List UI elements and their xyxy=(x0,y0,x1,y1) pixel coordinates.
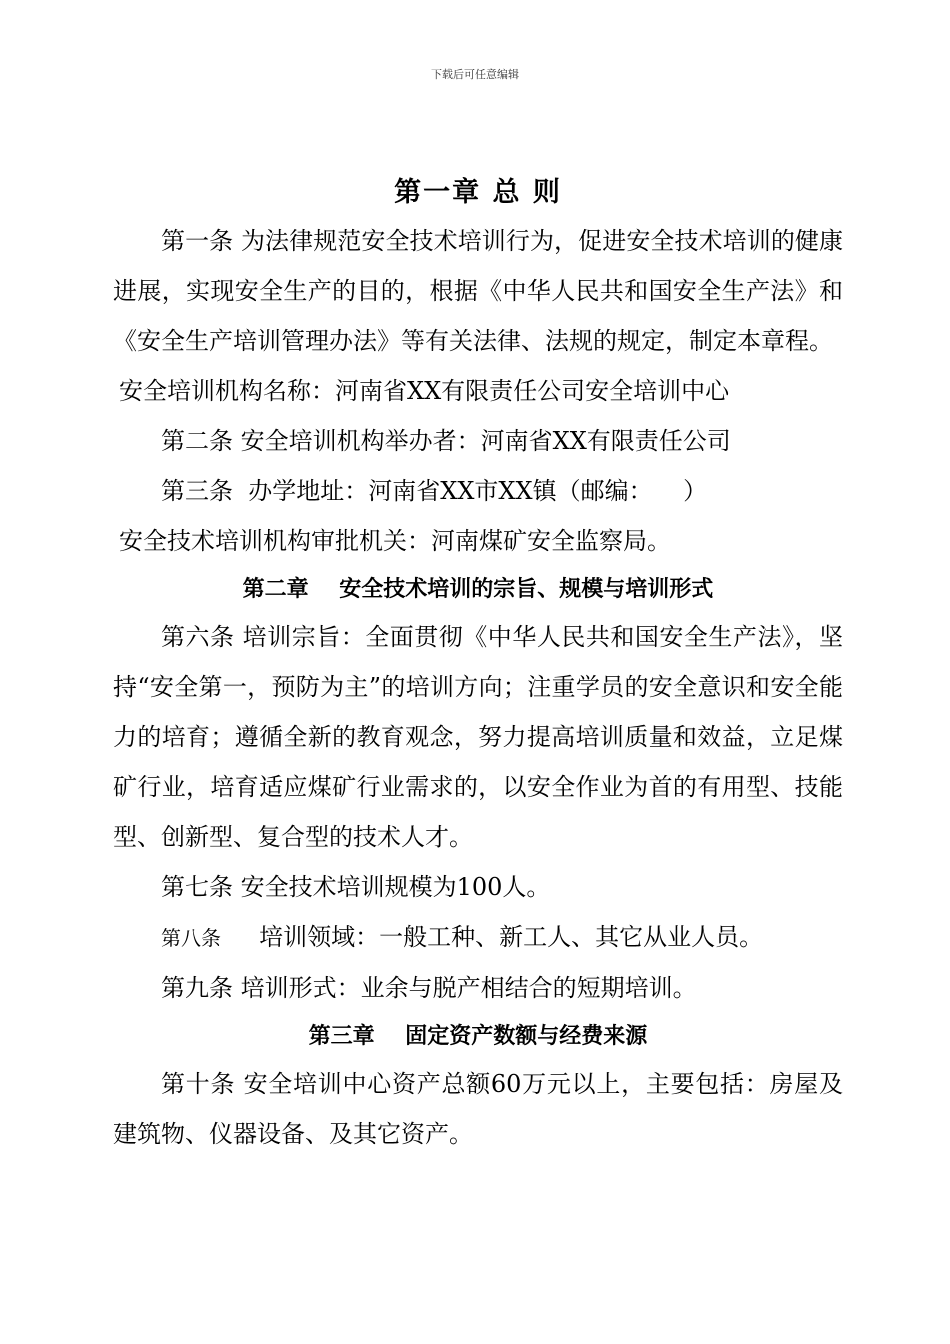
article-6: 第六条 培训宗旨：全面贯彻《中华人民共和国安全生产法》，坚持“安全第一，预防为主”的培训方向；注重学员的安全意识和安全能力的培育；遵循全新的教育观念，努力提高培训质量和效益，立足煤矿行业，培育适应煤矿行业需求的，以安全作业为首的有用型、技能型、创新型、复合型的技术人才。 xyxy=(113,623,843,851)
chapter-2-title: 第二章 安全技术培训的宗旨、规模与培训形式 xyxy=(242,576,714,602)
article-1: 第一条 为法律规范安全技术培训行为，促进安全技术培训的健康进展，实现安全生产的目的，根据《中华人民共和国安全生产法》和《安全生产培训管理办法》等有关法律、法规的规定，制定本章程。 xyxy=(113,227,843,355)
org-name: 安全培训机构名称：河南省XX有限责任公司安全培训中心 xyxy=(119,377,730,405)
header-note: 下载后可任意编辑 xyxy=(431,68,519,81)
article-9: 第九条 培训形式：业余与脱产相结合的短期培训。 xyxy=(161,974,697,1002)
article-8 xyxy=(113,912,843,963)
chapter-1-title: 第一章 总 则 xyxy=(394,177,562,208)
approver: 安全技术培训机构审批机关：河南煤矿安全监察局。 xyxy=(119,527,671,555)
article-2: 第二条 安全培训机构举办者：河南省XX有限责任公司 xyxy=(161,427,731,455)
article-8-label: 第八条 xyxy=(161,926,221,950)
article-7: 第七条 安全技术培训规模为100人。 xyxy=(161,873,551,901)
article-10: 第十条 安全培训中心资产总额60万元以上，主要包括：房屋及建筑物、仪器设备、及其它资产。 xyxy=(113,1070,843,1148)
chapter-3-title: 第三章 固定资产数额与经费来源 xyxy=(308,1023,648,1049)
article-3: 第三条 办学地址：河南省XX市XX镇（邮编： ） xyxy=(161,477,708,505)
document-body xyxy=(113,170,843,1159)
article-8-text: 培训领域：一般工种、新工人、其它从业人员。 xyxy=(221,923,764,951)
